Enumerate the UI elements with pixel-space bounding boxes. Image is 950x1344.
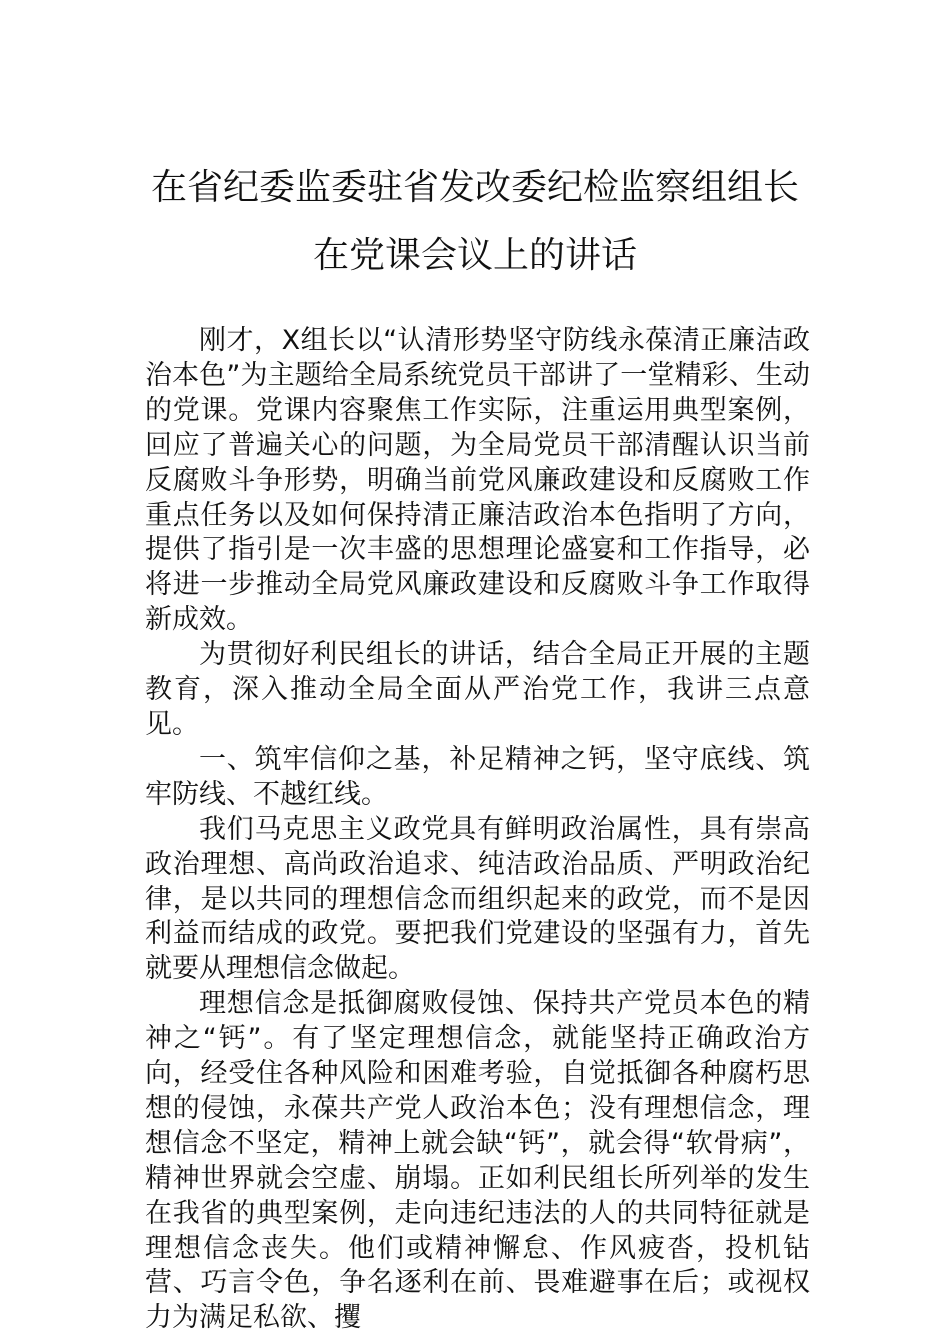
paragraph-ideals-beliefs: 理想信念是抵御腐败侵蚀、保持共产党员本色的精神之“钙”。有了坚定理想信念，就能坚持正确政治方向，经受住各种风险和困难考验，自觉抵御各种腐朽思想的侵蚀，永葆共产党人政治本色；没有理想信念，理想信念不坚定，精神上就会缺“钙”，就会得“软骨病”，精神世界就会空虚、崩塌。正如利民组长所列举的发生在我省的典型案例，走向违纪违法的人的共同特征就是理想信念丧失。他们或精神懈怠、作风疲沓，投机钻营、巧言令色，争名逐利在前、畏难避事在后；或视权力为满足私欲、攫 <box>145 988 810 1334</box>
document-title-line-2: 在党课会议上的讲话 <box>312 235 637 276</box>
paragraph-opening: 刚才，X组长以“认清形势坚守防线永葆清正廉洁政治本色”为主题给全局系统党员干部讲了一堂精彩、生动的党课。党课内容聚焦工作实际，注重运用典型案例，回应了普遍关心的问题，为全局党员干部清醒认识当前反腐败斗争形势，明确当前党风廉政建设和反腐败工作重点任务以及如何保持清正廉洁政治本色指明了方向，提供了指引是一次丰盛的思想理论盛宴和工作指导，必将进一步推动全局党风廉政建设和反腐败斗争工作取得新成效。 <box>145 325 810 636</box>
document-title-line-1: 在省纪委监委驻省发改委纪检监察组组长 <box>150 167 799 208</box>
paragraph-three-points: 为贯彻好利民组长的讲话，结合全局正开展的主题教育，深入推动全局全面从严治党工作，我讲三点意见。 <box>145 639 810 740</box>
document-body <box>145 324 810 1336</box>
paragraph-party-attributes: 我们马克思主义政党具有鲜明政治属性，具有崇高政治理想、高尚政治追求、纯洁政治品质、严明政治纪律，是以共同的理想信念而组织起来的政党，而不是因利益而结成的政党。要把我们党建设的坚强有力，首先就要从理想信念做起。 <box>145 813 810 985</box>
section-heading-one: 一、筑牢信仰之基，补足精神之钙，坚守底线、筑牢防线、不越红线。 <box>145 743 810 810</box>
